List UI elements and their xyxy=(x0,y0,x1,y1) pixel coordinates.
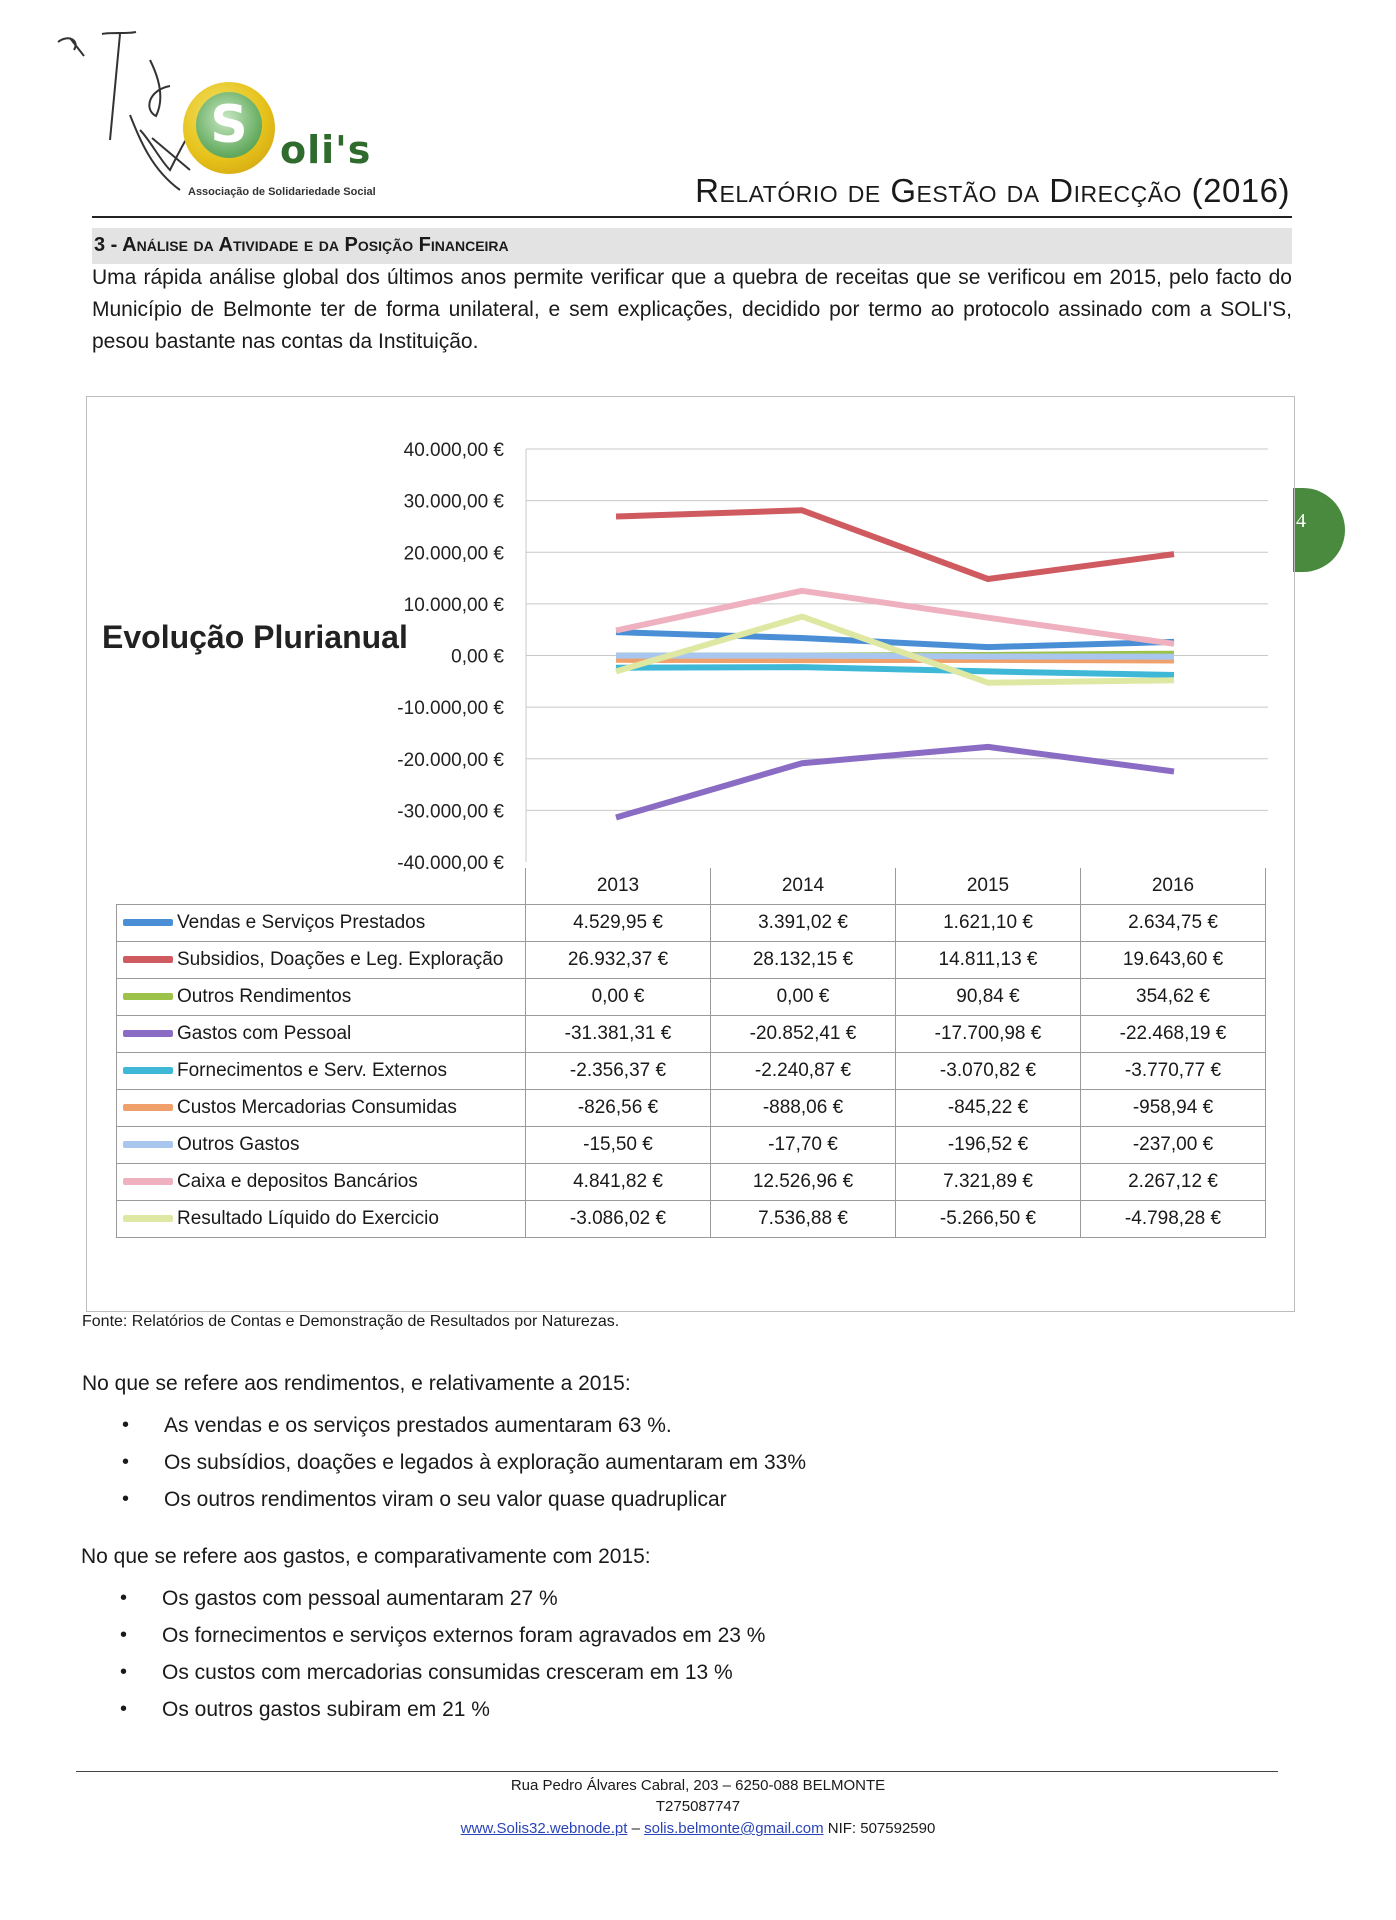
list-item: • Os gastos com pessoal aumentaram 27 % xyxy=(162,1580,765,1617)
table-row xyxy=(117,1053,1266,1090)
table-row xyxy=(117,1090,1266,1127)
y-tick-label: -40.000,00 € xyxy=(397,853,504,874)
logo-text: oli's xyxy=(280,128,372,172)
page-tab-marker: 4 xyxy=(1293,488,1345,572)
legend-label: Outros Rendimentos xyxy=(177,986,352,1007)
list-item: • Os outros gastos subiram em 21 % xyxy=(162,1691,765,1728)
legend-swatch xyxy=(123,919,173,926)
data-value-cell: -888,06 € xyxy=(711,1090,896,1127)
legend-label: Custos Mercadorias Consumidas xyxy=(177,1097,457,1118)
source-note: Fonte: Relatórios de Contas e Demonstração de Resultados por Naturezas. xyxy=(82,1313,620,1330)
series-label-cell xyxy=(117,1164,526,1201)
legend-label: Subsidios, Doações e Leg. Exploração xyxy=(177,949,504,970)
data-value-cell: 0,00 € xyxy=(526,979,711,1016)
data-value-cell: 2.267,12 € xyxy=(1081,1164,1266,1201)
series-line xyxy=(616,656,1174,657)
data-value-cell: -2.356,37 € xyxy=(526,1053,711,1090)
data-value-cell: 4.529,95 € xyxy=(526,905,711,942)
legend-swatch xyxy=(123,1215,173,1222)
footer-separator: – xyxy=(627,1820,645,1837)
legend-swatch xyxy=(123,1141,173,1148)
footer-address: Rua Pedro Álvares Cabral, 203 – 6250-088 BELMONTE xyxy=(510,1777,886,1794)
data-value-cell: 26.932,37 € xyxy=(526,942,711,979)
legend-swatch xyxy=(123,956,173,963)
list-item: • Os outros rendimentos viram o seu valor quase quadruplicar xyxy=(164,1481,806,1518)
series-label-cell xyxy=(117,1127,526,1164)
footer-nif: NIF: 507592590 xyxy=(823,1820,936,1837)
legend-label: Resultado Líquido do Exercicio xyxy=(177,1208,439,1229)
list-item: • Os subsídios, doações e legados à exploração aumentaram em 33% xyxy=(164,1444,806,1481)
legend-swatch xyxy=(123,1030,173,1037)
y-tick-label: 10.000,00 € xyxy=(403,594,504,616)
data-value-cell: -3.070,82 € xyxy=(896,1053,1081,1090)
revenues-list xyxy=(164,1407,806,1518)
table-row xyxy=(117,1127,1266,1164)
chart-data-table xyxy=(116,868,1266,1238)
logo-subtitle: Associação de Solidariedade Social xyxy=(188,186,376,198)
website-link[interactable]: www.Solis32.webnode.pt xyxy=(460,1820,628,1837)
y-tick-label: 20.000,00 € xyxy=(403,543,504,565)
series-label-cell xyxy=(117,942,526,979)
data-value-cell: -3.086,02 € xyxy=(526,1201,711,1238)
data-value-cell: 1.621,10 € xyxy=(896,905,1081,942)
legend-label: Caixa e depositos Bancários xyxy=(177,1171,418,1192)
series-line xyxy=(616,747,1174,818)
footer-contacts xyxy=(0,1820,1396,1837)
data-value-cell: -196,52 € xyxy=(896,1127,1081,1164)
legend-swatch xyxy=(123,993,173,1000)
data-value-cell: 28.132,15 € xyxy=(711,942,896,979)
data-value-cell: 19.643,60 € xyxy=(1081,942,1266,979)
data-value-cell: 2.634,75 € xyxy=(1081,905,1266,942)
data-value-cell: -17,70 € xyxy=(711,1127,896,1164)
footer-phone: T275087747 xyxy=(655,1798,741,1815)
data-value-cell: 3.391,02 € xyxy=(711,905,896,942)
data-value-cell: -237,00 € xyxy=(1081,1127,1266,1164)
legend-swatch xyxy=(123,1067,173,1074)
data-value-cell: -17.700,98 € xyxy=(896,1016,1081,1053)
line-chart xyxy=(0,0,1396,900)
data-value-cell: 354,62 € xyxy=(1081,979,1266,1016)
data-value-cell: -15,50 € xyxy=(526,1127,711,1164)
revenues-intro: No que se refere aos rendimentos, e relativamente a 2015: xyxy=(82,1372,631,1395)
series-label-cell xyxy=(117,1053,526,1090)
data-value-cell: -845,22 € xyxy=(896,1090,1081,1127)
series-label-cell xyxy=(117,1090,526,1127)
series-label-cell xyxy=(117,1016,526,1053)
legend-label: Vendas e Serviços Prestados xyxy=(177,912,426,933)
table-row xyxy=(117,1164,1266,1201)
data-value-cell: -31.381,31 € xyxy=(526,1016,711,1053)
list-item: • Os fornecimentos e serviços externos foram agravados em 23 % xyxy=(162,1617,765,1654)
year-header: 2014 xyxy=(711,868,896,905)
series-line xyxy=(616,667,1174,675)
series-label-cell xyxy=(117,979,526,1016)
legend-label: Outros Gastos xyxy=(177,1134,300,1155)
data-value-cell: -958,94 € xyxy=(1081,1090,1266,1127)
table-row xyxy=(117,979,1266,1016)
data-value-cell: 4.841,82 € xyxy=(526,1164,711,1201)
series-line xyxy=(616,510,1174,579)
data-value-cell: -4.798,28 € xyxy=(1081,1201,1266,1238)
series-label-cell xyxy=(117,1201,526,1238)
footer-divider xyxy=(76,1771,1278,1772)
data-value-cell: -5.266,50 € xyxy=(896,1201,1081,1238)
y-tick-label: -10.000,00 € xyxy=(397,698,504,720)
expenses-list xyxy=(162,1580,765,1728)
data-value-cell: 7.536,88 € xyxy=(711,1201,896,1238)
table-corner xyxy=(117,868,526,905)
legend-label: Gastos com Pessoal xyxy=(177,1023,352,1044)
list-item: • As vendas e os serviços prestados aumentaram 63 %. xyxy=(164,1407,806,1444)
series-label-cell xyxy=(117,905,526,942)
expenses-intro: No que se refere aos gastos, e comparativamente com 2015: xyxy=(81,1545,651,1568)
chart-title: Evolução Plurianual xyxy=(102,619,408,655)
table-row xyxy=(117,1201,1266,1238)
data-value-cell: 14.811,13 € xyxy=(896,942,1081,979)
year-header: 2016 xyxy=(1081,868,1266,905)
table-header-row xyxy=(117,868,1266,905)
y-tick-label: 0,00 € xyxy=(451,646,504,668)
year-header: 2015 xyxy=(896,868,1081,905)
year-header: 2013 xyxy=(526,868,711,905)
report-title: Relatório de Gestão da Direcção (2016) xyxy=(695,172,1290,209)
logo-s-emblem: S xyxy=(196,92,262,158)
list-item: • Os custos com mercadorias consumidas cresceram em 13 % xyxy=(162,1654,765,1691)
y-tick-label: -20.000,00 € xyxy=(397,749,504,771)
data-value-cell: -3.770,77 € xyxy=(1081,1053,1266,1090)
y-tick-label: -30.000,00 € xyxy=(397,801,504,823)
data-value-cell: -20.852,41 € xyxy=(711,1016,896,1053)
table-row xyxy=(117,905,1266,942)
data-value-cell: -826,56 € xyxy=(526,1090,711,1127)
data-value-cell: 7.321,89 € xyxy=(896,1164,1081,1201)
legend-swatch xyxy=(123,1178,173,1185)
y-tick-label: 30.000,00 € xyxy=(403,491,504,513)
email-link[interactable]: solis.belmonte@gmail.com xyxy=(644,1820,824,1837)
data-value-cell: 0,00 € xyxy=(711,979,896,1016)
table-row xyxy=(117,942,1266,979)
data-value-cell: -2.240,87 € xyxy=(711,1053,896,1090)
series-line xyxy=(616,660,1174,661)
legend-swatch xyxy=(123,1104,173,1111)
legend-label: Fornecimentos e Serv. Externos xyxy=(177,1060,447,1081)
y-tick-label: 40.000,00 € xyxy=(403,440,504,461)
intro-paragraph: Uma rápida análise global dos últimos anos permite verificar que a quebra de receitas que se verificou em 2015, pelo facto do Município de Belmonte ter de forma unilateral, e sem explicações, decidido por termo ao protocolo assinado com a SOLI'S, pesou bastante nas contas da Instituição. xyxy=(92,266,1292,353)
section-title: 3 - Análise da Atividade e da Posição Financeira xyxy=(94,234,509,256)
data-value-cell: -22.468,19 € xyxy=(1081,1016,1266,1053)
table-row xyxy=(117,1016,1266,1053)
data-value-cell: 12.526,96 € xyxy=(711,1164,896,1201)
data-value-cell: 90,84 € xyxy=(896,979,1081,1016)
